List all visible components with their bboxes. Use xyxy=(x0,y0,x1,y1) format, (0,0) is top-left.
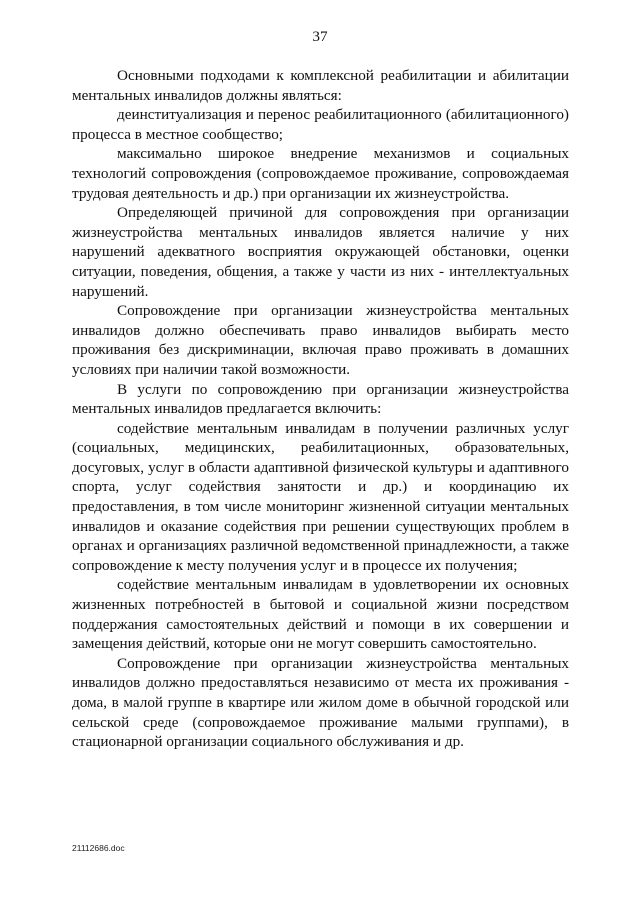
paragraph-services-intro: В услуги по сопровождению при организации жизнеустройства ментальных инвалидов предлагается включить: xyxy=(72,380,569,418)
paragraph-right-to-choose: Сопровождение при организации жизнеустройства ментальных инвалидов должно обеспечивать право инвалидов выбирать место проживания без дискриминации, включая право проживать в домашних условиях при наличии такой возможности. xyxy=(72,302,569,378)
paragraph-support-technologies: максимально широкое внедрение механизмов и социальных технологий сопровождения (сопровождаемое проживание, сопровождаемая трудовая деятельность и др.) при организации их жизнеустройства. xyxy=(72,145,569,202)
body-text xyxy=(72,66,569,752)
paragraph-deinstitutionalization: деинституализация и перенос реабилитационного (абилитационного) процесса в местное сообщество; xyxy=(72,106,569,143)
footer-document-code: 21112686.doc xyxy=(72,843,125,853)
paragraph-independent-of-residence: Сопровождение при организации жизнеустройства ментальных инвалидов должно предоставляться независимо от места их проживания - дома, в малой группе в квартире или жилом доме в обычной городской или сельской среде (сопровождаемое проживание малыми группами), в стационарной организации социального обслуживания и др. xyxy=(72,654,569,751)
paragraph-determining-reason: Определяющей причиной для сопровождения при организации жизнеустройства ментальных инвалидов является наличие у них нарушений адекватного восприятия окружающей обстановки, оценки ситуации, поведения, общения, а также у части из них - интеллектуальных нарушений. xyxy=(72,204,569,300)
paragraph-approaches-intro: Основными подходами к комплексной реабилитации и абилитации ментальных инвалидов должны являться: xyxy=(72,67,569,104)
paragraph-services-assistance: содействие ментальным инвалидам в получении различных услуг (социальных, медицинских, реабилитационных, образовательных, досуговых, услуг в области адаптивной физической культуры и адаптивного спорта, услуг содействия занятости и др.) и координацию их предоставления, в том числе мониторинг жизненной ситуации ментальных инвалидов и оказание содействия при решении существующих проблем в органах и организациях различной ведомственной принадлежности, а также сопровождение к месту получения услуг и в процессе их получения; xyxy=(72,419,569,574)
paragraph-basic-needs: содействие ментальным инвалидам в удовлетворении их основных жизненных потребностей в бытовой и социальной жизни посредством поддержания самостоятельных действий и помощи в их совершении и замещения действий, которые они не могут совершить самостоятельно. xyxy=(72,576,569,653)
page-number: 37 xyxy=(312,28,328,45)
